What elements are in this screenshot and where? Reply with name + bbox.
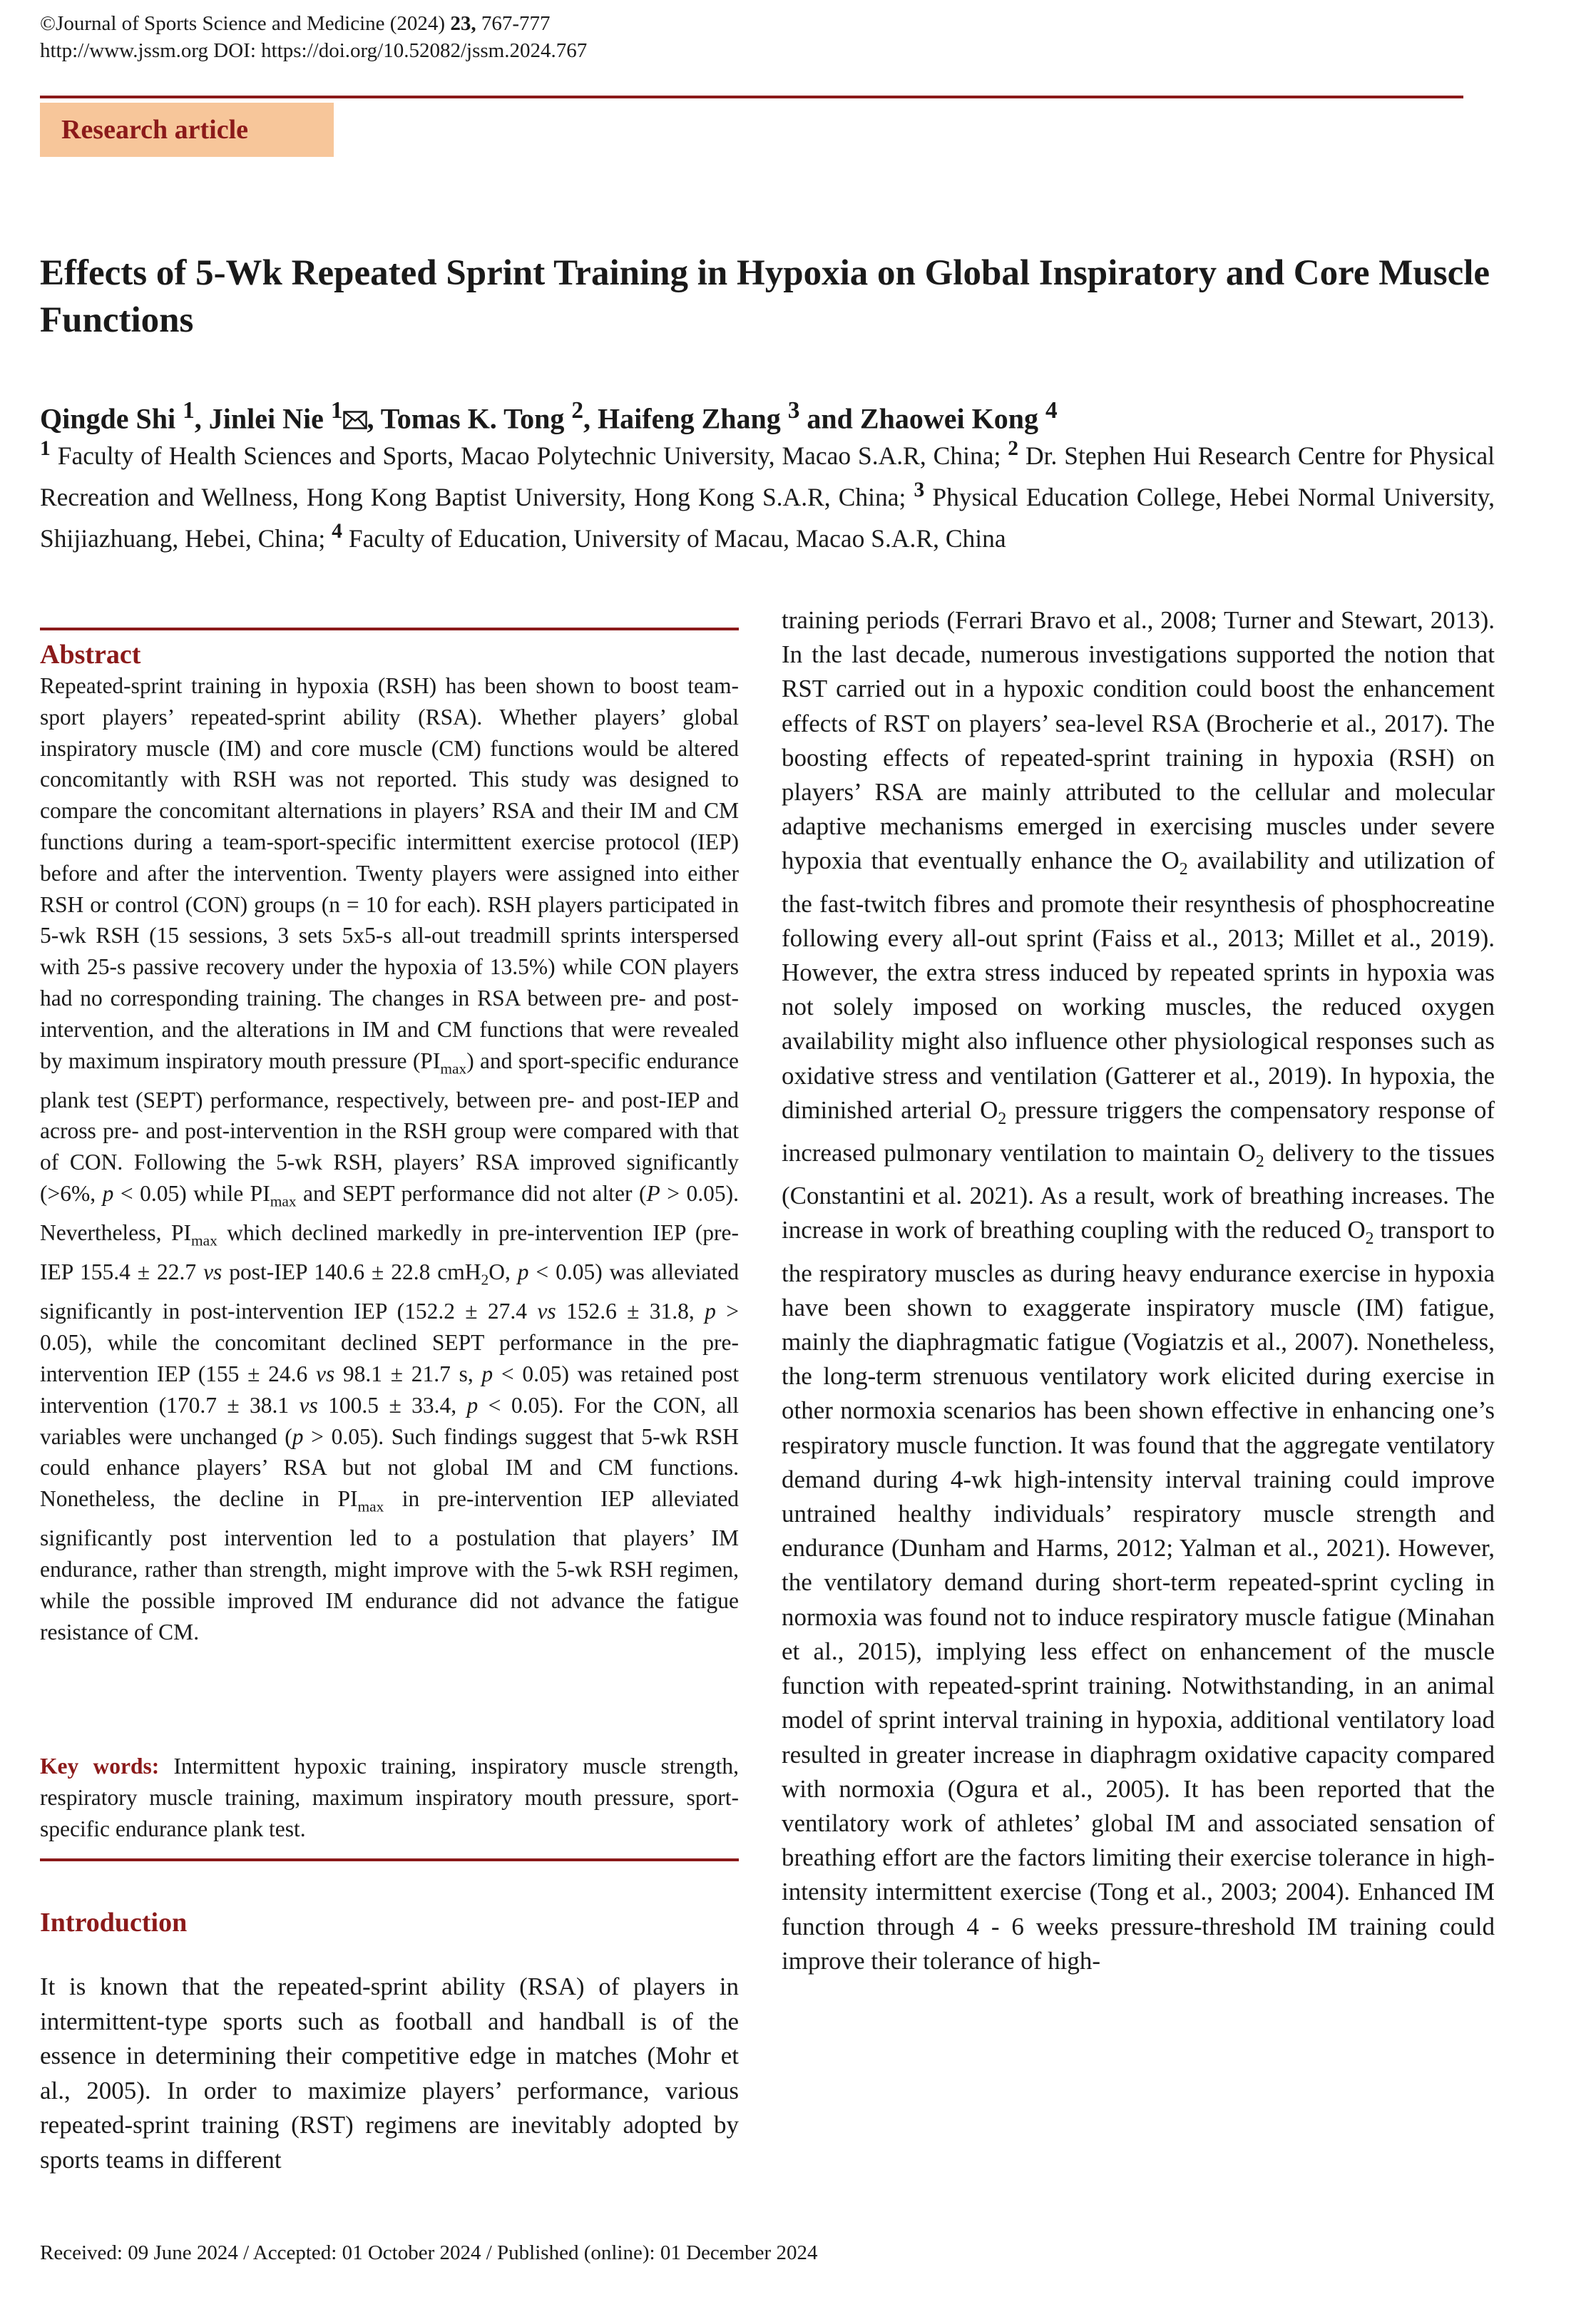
journal-url-doi[interactable]: http://www.jssm.org DOI: https://doi.org/10.52082/jssm.2024.767 xyxy=(40,39,588,62)
abstract-body: Repeated-sprint training in hypoxia (RSH) has been shown to boost team-sport players’ repeated-sprint ability (RSA). Whether players’ global inspiratory muscle (IM) and core muscle (CM) functions would be altered concomitantly with RSH was not reported. This study was designed to compare the concomitant alternations in players’ RSA and their IM and CM functions during a team-sport-specific intermittent exercise protocol (IEP) before and after the intervention. Twenty players were assigned into either RSH or control (CON) groups (n = 10 for each). RSH players participated in 5-wk RSH (15 sessions, 3 sets 5x5-s all-out treadmill sprints interspersed with 25-s passive recovery under the hypoxia of 13.5%) while CON players had no corresponding training. The changes in RSA between pre- and post-intervention, and the alterations in IM and CM functions that were revealed by maximum inspiratory mouth pressure $(PI_{max})$ and sport-specific endurance plank test (SEPT) performance, respectively, between pre- and post-IEP and across pre- and post-intervention in the RSH group were compared with that of CON. Following the 5-wk RSH, players’ RSA improved significantly (>6%, p < 0.05) while $PI_{max}$ and SEPT performance did not alter (P > 0.05). Nevertheless, $PI_{max}$ which declined markedly in pre-intervention IEP (pre-IEP 155.4 ± 22.7 vs post-IEP 140.6 ± 22.8 cmH$_2$O, p < 0.05) was alleviated significantly in post-intervention IEP (152.2 ± 27.4 vs 152.6 ± 31.8, p > 0.05), while the concomitant declined SEPT performance in the pre-intervention IEP (155 ± 24.6 vs 98.1 ± 21.7 s, p < 0.05) was retained post intervention (170.7 ± 38.1 vs 100.5 ± 33.4, p < 0.05). For the CON, all variables were unchanged (p > 0.05). Such findings suggest that 5-wk RSH could enhance players’ RSA but not global IM and CM functions. Nonetheless, the decline in $PI_{max}$ in pre-intervention IEP alleviated significantly post intervention led to a postulation that players’ IM endurance, rather than strength, might improve with the 5-wk RSH regimen, while the possible improved IM endurance did not advance the fatigue resistance of CM. xyxy=(40,673,740,1645)
keywords: Key words: Intermittent hypoxic training, inspiratory muscle strength, respiratory muscle training, maximum inspiratory mouth pressure, sport-specific endurance plank test. xyxy=(40,1754,740,1841)
abstract-bottom-rule xyxy=(40,1858,739,1861)
author-list: Qingde Shi $^1$, Jinlei Nie $^1$ , Tomas K. Tong $^2$, Haifeng Zhang $^3$ and Zhaowei Kong $^4$ xyxy=(40,392,1552,437)
journal-citation xyxy=(40,10,551,37)
right-column-body: training periods (Ferrari Bravo et al., 2008; Turner and Stewart, 2013). In the last decade, numerous investigations supported the notion that RST carried out in a hypoxic condition could boost the enhancement effects of RST on players’ sea-level RSA (Brocherie et al., 2017). The boosting effects of repeated-sprint training in hypoxia (RSH) on players’ RSA are mainly attributed to the cellular and molecular adaptive mechanisms emerged in exercising muscles under severe hypoxia that eventually enhance the $O_2$ availability and utilization of the fast-twitch fibres and promote their resynthesis of phosphocreatine following every all-out sprint (Faiss et al., 2013; Millet et al., 2019). However, the extra stress induced by repeated sprints in hypoxia was not solely imposed on working muscles, the reduced oxygen availability might also influence other physiological responses such as oxidative stress and ventilation (Gatterer et al., 2019). In hypoxia, the diminished arterial $O_2$ pressure triggers the compensatory response of increased pulmonary ventilation to maintain $O_2$ delivery to the tissues (Constantini et al. 2021). As a result, work of breathing increases. The increase in work of breathing coupling with the reduced $O_2$ transport to the respiratory muscles as during heavy endurance exercise in hypoxia have been shown to exaggerate inspiratory muscle (IM) fatigue, mainly the diaphragmatic fatigue (Vogiatzis et al., 2007). Nonetheless, the long-term strenuous ventilatory work elicited during exercise in other normoxia scenarios has been shown effective in enhancing one’s respiratory muscle function. It was found that the aggregate ventilatory demand during 4-wk high-intensity interval training could improve untrained healthy individuals’ respiratory muscle strength and endurance (Dunham and Harms, 2012; Yalman et al., 2021). However, the ventilatory demand during short-term repeated-sprint cycling in normoxia was found not to induce respiratory muscle fatigue (Minahan et al., 2015), implying less effect on enhancement of the muscle function with repeated-sprint training. Notwithstanding, in an animal model of sprint interval training in hypoxia, additional ventilatory load resulted in greater increase in diaphragm oxidative capacity compared with normoxia (Ogura et al., 2005). It has been reported that the ventilatory work of athletes’ global IM and associated sensation of breathing effort are the factors limiting their exercise tolerance in high-intensity intermittent exercise (Tong et al., 2003; 2004). Enhanced IM function through 4 - 6 weeks pressure-threshold IM training could improve their tolerance of high- xyxy=(782,606,1495,1975)
abstract-top-rule xyxy=(40,628,739,630)
author-name: Jinlei Nie xyxy=(208,402,324,435)
author-name: Zhaowei Kong xyxy=(859,402,1038,435)
introduction-body: It is known that the repeated-sprint ability (RSA) of players in intermittent-type sports such as football and handball is of the essence in determining their competitive edge in matches (Mohr et al., 2005). In order to maximize players’ performance, various repeated-sprint training (RST) regimens are inevitably adopted by sports teams in different xyxy=(40,1973,739,2174)
abstract-heading: Abstract xyxy=(40,640,141,670)
affiliations: $^1$ Faculty of Health Sciences and Sports, Macao Polytechnic University, Macao S.A.R, China; $^2$ Dr. Stephen Hui Research Centre for Physical Recreation and Wellness, Hong Kong Baptist University, Hong Kong S.A.R, China; $^3$ Physical Education College, Hebei Normal University, Shijiazhuang, Hebei, China; $^4$ Faculty of Education, University of Macau, Macao S.A.R, China xyxy=(40,437,1495,553)
journal-name: ©Journal of Sports Science and Medicine (2024) xyxy=(40,12,451,35)
author-name: Qingde Shi xyxy=(40,402,176,435)
affiliation-text: Dr. Stephen Hui Research Centre for Physical Recreation and Wellness, Hong Kong Baptist University, Hong Kong S.A.R, China; xyxy=(40,441,1495,511)
author-name: Haifeng Zhang xyxy=(598,402,781,435)
article-title: Effects of 5-Wk Repeated Sprint Training in Hypoxia on Global Inspiratory and Core Muscle Functions xyxy=(40,253,1490,340)
affiliation-text: Physical Education College, Hebei Normal University, Shijiazhuang, Hebei, China; xyxy=(40,482,1495,553)
journal-pages: 767-777 xyxy=(476,12,551,35)
author-name: Tomas K. Tong xyxy=(380,402,565,435)
introduction-heading: Introduction xyxy=(40,1908,188,1938)
affiliation-text: Faculty of Education, University of Macau, Macao S.A.R, China xyxy=(348,523,1006,553)
article-type-badge: Research article xyxy=(40,103,334,157)
header-rule xyxy=(40,96,1463,98)
journal-volume: 23, xyxy=(450,12,476,35)
affiliation-text: Faculty of Health Sciences and Sports, Macao Polytechnic University, Macao S.A.R, China; xyxy=(57,441,1001,470)
publication-dates: Received: 09 June 2024 / Accepted: 01 October 2024 / Published (online): 01 December 2024 xyxy=(40,2241,818,2264)
